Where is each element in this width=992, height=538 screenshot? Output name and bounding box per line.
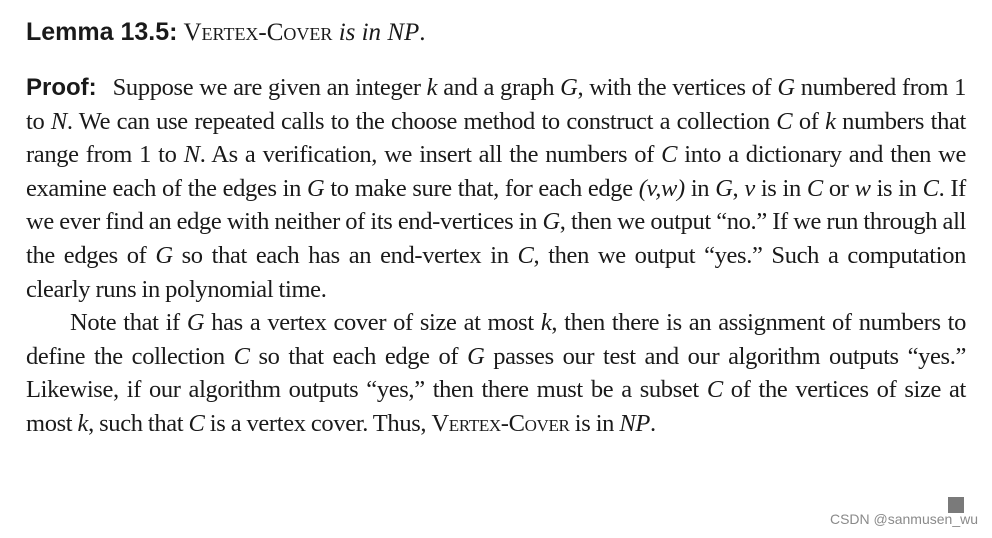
text-run: , such that	[88, 409, 189, 437]
proof-paragraph-2	[26, 306, 966, 440]
watermark: CSDN @sanmusen_wu	[829, 511, 978, 527]
text-run: Note that if	[70, 309, 187, 337]
text-run: numbers that range from 1 to	[26, 107, 966, 169]
text-run: of	[792, 107, 826, 135]
text-run: passes our test and our algorithm outputs “yes.” Likewise, if our algorithm outputs “yes,” then there must be a subset	[26, 342, 967, 404]
text-run: . If we ever find an edge with neither of its end-vertices in	[26, 174, 966, 236]
text-run: G	[542, 208, 560, 236]
lemma-heading	[26, 12, 966, 53]
proof-label: Proof:	[26, 74, 97, 101]
text-run: in	[684, 174, 716, 202]
text-run: and a graph	[437, 74, 561, 101]
lemma-statement: Vertex-Cover is in NP.	[183, 19, 426, 46]
text-run: N	[183, 141, 200, 169]
text-run: Suppose we are given an integer	[112, 74, 427, 101]
text-run: .	[649, 409, 656, 437]
text-run: C	[806, 174, 823, 202]
text-run: k	[77, 409, 89, 437]
text-run: G	[186, 309, 205, 337]
text-run: w	[854, 174, 871, 202]
text-run: C	[922, 174, 939, 202]
text-run: is a vertex cover. Thus,	[204, 409, 432, 437]
text-run: C	[706, 376, 723, 404]
text-run: . We can use repeated calls to the choose method to construct a collection	[66, 107, 777, 135]
text-run: into a dictionary and then we examine each of the edges in	[26, 141, 966, 202]
text-run: , with the vertices of	[577, 74, 778, 101]
text-run: G	[777, 74, 795, 101]
text-run: G	[155, 241, 173, 269]
problem-name-ref: Vertex-Cover	[431, 409, 570, 437]
text-run: k	[540, 309, 552, 337]
text-run: has a vertex cover of size at most	[204, 309, 541, 337]
text-run: or	[822, 174, 855, 202]
text-run: C	[233, 342, 250, 370]
text-run: G	[307, 174, 325, 202]
text-run: of the vertices of size at most	[26, 376, 966, 437]
problem-name: Vertex-Cover	[183, 19, 333, 46]
lemma-label: Lemma 13.5:	[26, 18, 178, 46]
text-run: NP	[619, 409, 650, 437]
text-run: k	[426, 74, 438, 101]
text-run: , then we output “no.” If we run through all the edges of	[26, 208, 966, 269]
proof-paragraph-1	[26, 71, 966, 306]
text-run: G	[467, 342, 485, 370]
complexity-class: NP	[387, 19, 420, 46]
document-body	[26, 12, 966, 441]
text-run: ,	[732, 174, 745, 202]
text-run: is in	[754, 174, 807, 202]
text-run: C	[517, 241, 534, 269]
text-run: G	[560, 74, 578, 101]
text-run: C	[776, 107, 793, 135]
text-run: . As a verification, we insert all the numbers of	[199, 141, 662, 169]
text-run: is in	[569, 409, 620, 437]
text-run: to make sure that, for each edge	[324, 174, 639, 202]
text-run: v	[744, 174, 755, 202]
text-run: C	[188, 409, 205, 437]
text-run: N	[50, 107, 67, 135]
text-run: is in	[870, 174, 923, 202]
text-run: C	[661, 141, 678, 169]
text-run: so that each edge of	[249, 342, 468, 370]
text-run: G	[715, 174, 733, 202]
text-run: so that each has an end-vertex in	[172, 241, 518, 269]
text-run: k	[825, 107, 836, 135]
text-run: numbered from 1 to	[26, 74, 967, 135]
text-run: (v,w)	[638, 174, 685, 202]
text-run: , then there is an assignment of numbers to define the collection	[26, 309, 966, 370]
text-run: , then we output “yes.” Such a computation clearly runs in polynomial time.	[26, 241, 967, 303]
